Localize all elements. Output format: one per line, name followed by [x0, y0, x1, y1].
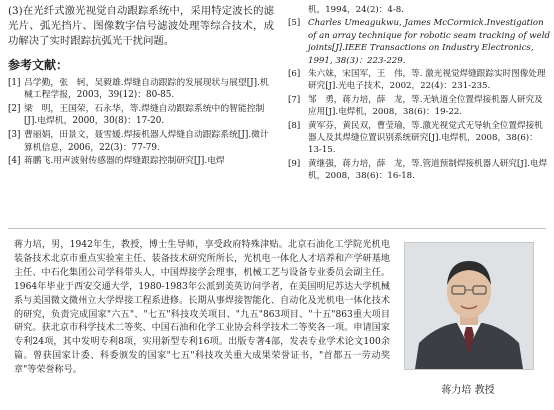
reference-number: [8]: [288, 120, 301, 131]
left-column: [8, 4, 274, 169]
author-portrait-icon: [405, 243, 533, 369]
reference-text: 黄继强，蒋力培，薛 龙，等.管道预制焊接机器人研究[J].电焊机，2008，38(6)：16-18.: [308, 158, 548, 182]
right-column: [288, 4, 550, 184]
references-heading: 参考文献：: [8, 57, 69, 72]
reference-number: [5]: [288, 18, 301, 29]
reference-number: [9]: [288, 158, 301, 169]
reference-text: 机，1994，24(2)：4-8.: [308, 5, 404, 15]
reference-item: [288, 94, 550, 119]
reference-text: 黄军芬，黄民双，曹莹瑜，等.激光视觉式无导轨全位置焊接机器人及其焊缝位置识别系统研究[J].电焊机，2008，38(6)：13-15.: [308, 120, 543, 156]
references-list-right: [288, 4, 550, 183]
reference-item: [288, 158, 550, 183]
author-photo: [404, 242, 534, 370]
reference-number: [288, 4, 308, 16]
reference-item: [288, 68, 550, 93]
reference-number: [6]: [288, 69, 301, 80]
reference-number: [3]: [8, 129, 21, 140]
reference-text: 曹丽娟，田景文，聂雪媛.焊接机器人焊缝自动跟踪系统[J].微计算机信息，2006，22(3)：77-79.: [24, 129, 269, 153]
reference-number: [7]: [288, 94, 301, 105]
photo-caption: 蒋力培 教授: [441, 385, 495, 396]
reference-number: [1]: [8, 77, 21, 88]
reference-number: [2]: [8, 103, 21, 114]
reference-item: [8, 155, 274, 168]
references-list-left: [8, 77, 274, 168]
reference-text: 吕学勤，张 轲，吴毅雄.焊缝自动跟踪的发展现状与展望[J].机械工程学报，2003，39(12)：80-85.: [24, 77, 269, 101]
reference-item: [8, 77, 274, 102]
reference-number: [4]: [8, 156, 21, 167]
reference-item: [8, 129, 274, 154]
reference-text: 朱六妹，宋国军，王 伟，等. 激光视觉焊缝跟踪实时图像处理研究[J].光电子技术，2002，22(4)：231-235.: [308, 69, 546, 92]
body-paragraph: (3)在光纤式激光视觉自动跟踪系统中，采用特定波长的滤光片、弧光挡片、图像数字信号滤波处理等综合技术，成功解决了实时跟踪抗弧光干扰问题。: [8, 5, 274, 48]
reference-item: [8, 103, 274, 128]
reference-text: 梁 明，王国荣，石永华，等.焊缝自动跟踪系统中的智能控制[J].电焊机，2000，30(8)：17-20.: [24, 103, 265, 127]
reference-text: 蒋鹏飞.用声波射传感器的焊缝跟踪控制研究[J].电焊: [24, 156, 225, 167]
reference-item: [288, 17, 550, 67]
reference-item: [288, 120, 550, 157]
reference-text: Charles Umeagukwu, James McCormick.Investigation of an array technique for robotic seam tracking of weld joints[J].IEEE Transactions on Industry Electronics, 1991, 38(3)：223-229.: [308, 18, 550, 66]
reference-text: 邹 勇，蒋力培，薛 龙，等.无轨道全位置焊接机器人研究及应用[J].电焊机，2008，38(6)：19-22.: [308, 94, 543, 118]
reference-item: [288, 4, 550, 16]
author-biography: 蒋力培，男，1942年生，教授，博士生导师，享受政府特殊津贴。北京石油化工学院光机电装备技术北京市重点实验室主任、装备技术研究所所长，光机电一体化人才培养和产学研基地主任、中石化集团公司学科带头人，中国焊接学会理事，机械工艺与设备专业委员会副主任。1964年毕业于西安交通大学，1980-1983年公派到美英访问学者，在美国明尼苏达大学机械系与美国微文微州立大学焊接工程系进修。长期从事焊接智能化、自动化及光机电一体化技术的研究，负责完成国家"六五"、"七五"科技攻关项目、"九五"863项目、"十五"863重大项目研究。获北京市科学技术二等奖、中国石油和化学工业协会科学技术二等奖各一项。申请国家专利24项，其中发明专利8项，实用新型专利16项。出版专著4部，发表专业学术论文100余篇。曾获国家计委、科委颁发的国家"七五"科技攻关重大成果荣誉证书，"首都五一劳动奖章"等荣誉称号。: [14, 240, 390, 376]
section-divider: [8, 228, 546, 229]
